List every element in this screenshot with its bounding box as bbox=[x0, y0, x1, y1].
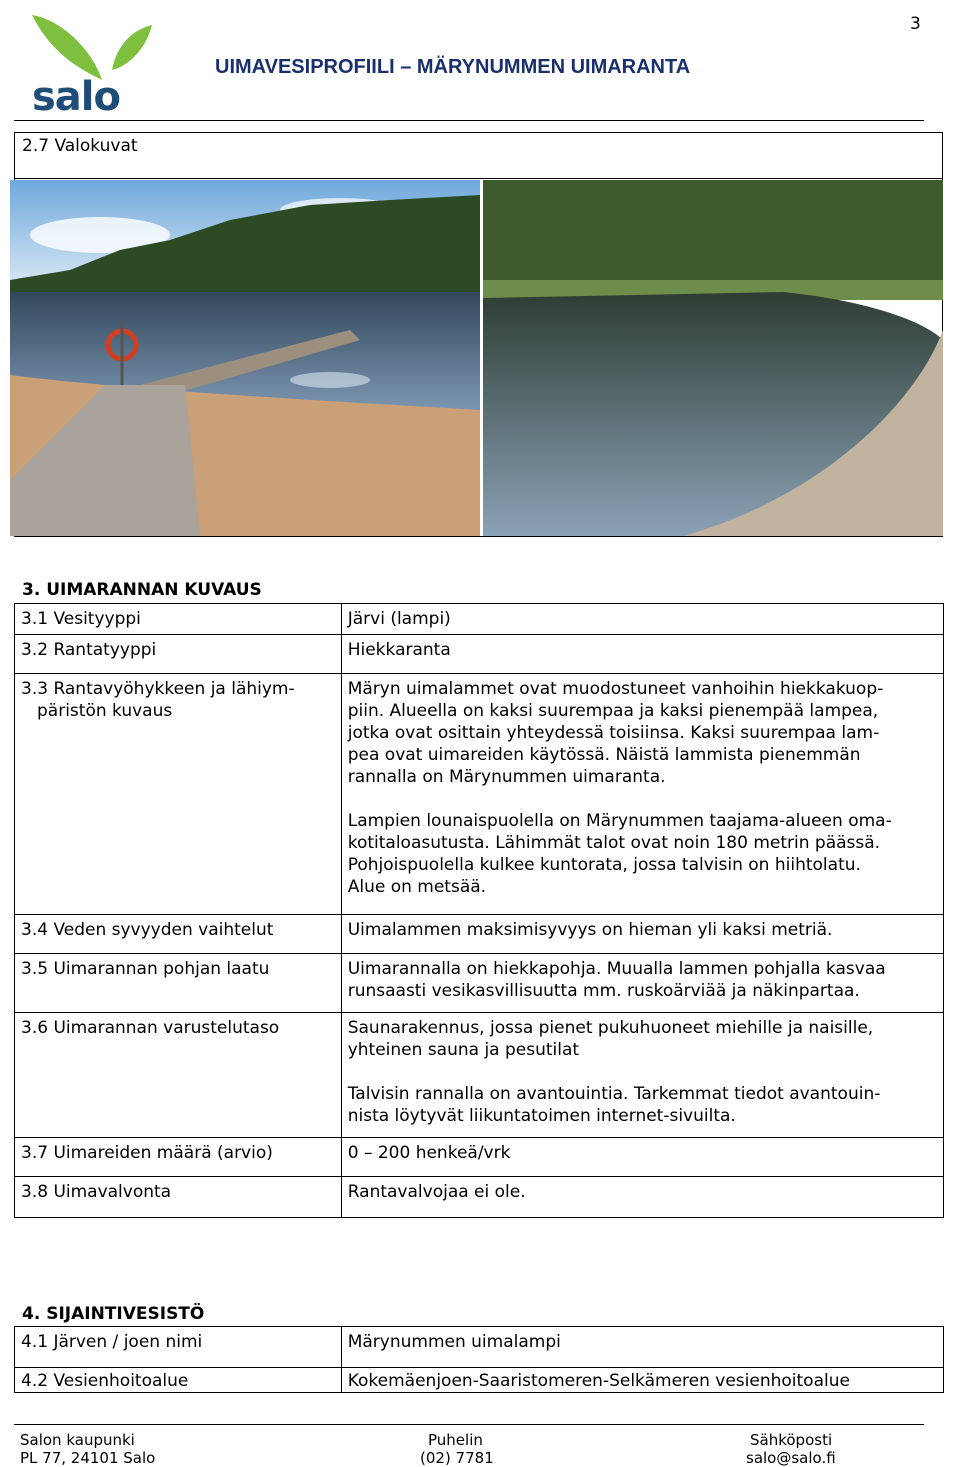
pond-shore-photo bbox=[483, 180, 943, 536]
row-value: Rantavalvojaa ei ole. bbox=[341, 1177, 943, 1218]
footer-phone: Puhelin (02) 7781 bbox=[420, 1431, 494, 1467]
photos-label-divider bbox=[14, 178, 943, 179]
row-value: Järvi (lampi) bbox=[341, 604, 943, 635]
table-row bbox=[15, 1177, 944, 1218]
row-key: 3.7 Uimareiden määrä (arvio) bbox=[15, 1138, 342, 1177]
photos-label: 2.7 Valokuvat bbox=[22, 136, 138, 156]
row-key: 3.8 Uimavalvonta bbox=[15, 1177, 342, 1218]
row-value: Uimarannalla on hiekkapohja. Muualla lammen pohjalla kasvaa runsaasti vesikasvillisuutta mm. ruskoärviää ja näkinpartaa. bbox=[341, 954, 943, 1013]
section-3-title: 3. UIMARANNAN KUVAUS bbox=[22, 580, 262, 600]
footer-divider bbox=[14, 1424, 924, 1425]
table-row bbox=[15, 1138, 944, 1177]
document-title: UIMAVESIPROFIILI – MÄRYNUMMEN UIMARANTA bbox=[215, 56, 691, 78]
row-key: 3.6 Uimarannan varustelutaso bbox=[15, 1013, 342, 1138]
row-value: Märyn uimalammet ovat muodostuneet vanhoihin hiekkakuop- piin. Alueella on kaksi suurempaa ja kaksi pienempää lampea, jotka ovat osittain yhteydessä toisiinsa. Kaksi suurempaa lam- pea ovat uimareiden käytössä. Näistä lammista pienemmän rannalla on Märynummen uimaranta. Lampien lounaispuolella on Märynummen taajama-alueen oma- kotitaloasutusta. Lähimmät talot ovat noin 180 metrin päässä. Pohjoispuolella kulkee kuntorata, jossa talvisin on hiihtolatu. Alue on metsää. bbox=[341, 674, 943, 915]
row-key: 4.1 Järven / joen nimi bbox=[15, 1327, 342, 1368]
beach-dock-photo bbox=[10, 180, 480, 536]
row-key: 3.2 Rantatyyppi bbox=[15, 635, 342, 674]
row-value: Saunarakennus, jossa pienet pukuhuoneet miehille ja naisille, yhteinen sauna ja pesutilat Talvisin rannalla on avantouintia. Tarkemmat tiedot avantouin- nista löytyvät liikuntatoimen internet-sivuilta. bbox=[341, 1013, 943, 1138]
table-row bbox=[15, 674, 944, 915]
section-4-table bbox=[14, 1326, 944, 1393]
section-4-title: 4. SIJAINTIVESISTÖ bbox=[22, 1304, 205, 1324]
table-row bbox=[15, 635, 944, 674]
table-row bbox=[15, 954, 944, 1013]
table-row bbox=[15, 915, 944, 954]
row-key: 3.5 Uimarannan pohjan laatu bbox=[15, 954, 342, 1013]
section-3-table bbox=[14, 603, 944, 1218]
row-value: Hiekkaranta bbox=[341, 635, 943, 674]
row-value: Uimalammen maksimisyvyys on hieman yli kaksi metriä. bbox=[341, 915, 943, 954]
table-row bbox=[15, 604, 944, 635]
row-key: 3.3 Rantavyöhykkeen ja lähiym- päristön kuvaus bbox=[15, 674, 342, 915]
table-row bbox=[15, 1013, 944, 1138]
row-value: Kokemäenjoen-Saaristomeren-Selkämeren vesienhoitoalue bbox=[341, 1368, 943, 1393]
table-row bbox=[15, 1327, 944, 1368]
logo-text: salo bbox=[32, 74, 120, 120]
row-value: Märynummen uimalampi bbox=[341, 1327, 943, 1368]
row-key: 3.4 Veden syvyyden vaihtelut bbox=[15, 915, 342, 954]
row-key: 4.2 Vesienhoitoalue bbox=[15, 1368, 342, 1393]
row-value: 0 – 200 henkeä/vrk bbox=[341, 1138, 943, 1177]
footer-email: Sähköposti salo@salo.fi bbox=[746, 1431, 836, 1467]
footer-address: Salon kaupunki PL 77, 24101 Salo bbox=[20, 1431, 156, 1467]
header-divider bbox=[14, 120, 924, 121]
page-number: 3 bbox=[910, 14, 921, 34]
row-key: 3.1 Vesityyppi bbox=[15, 604, 342, 635]
table-row bbox=[15, 1368, 944, 1393]
